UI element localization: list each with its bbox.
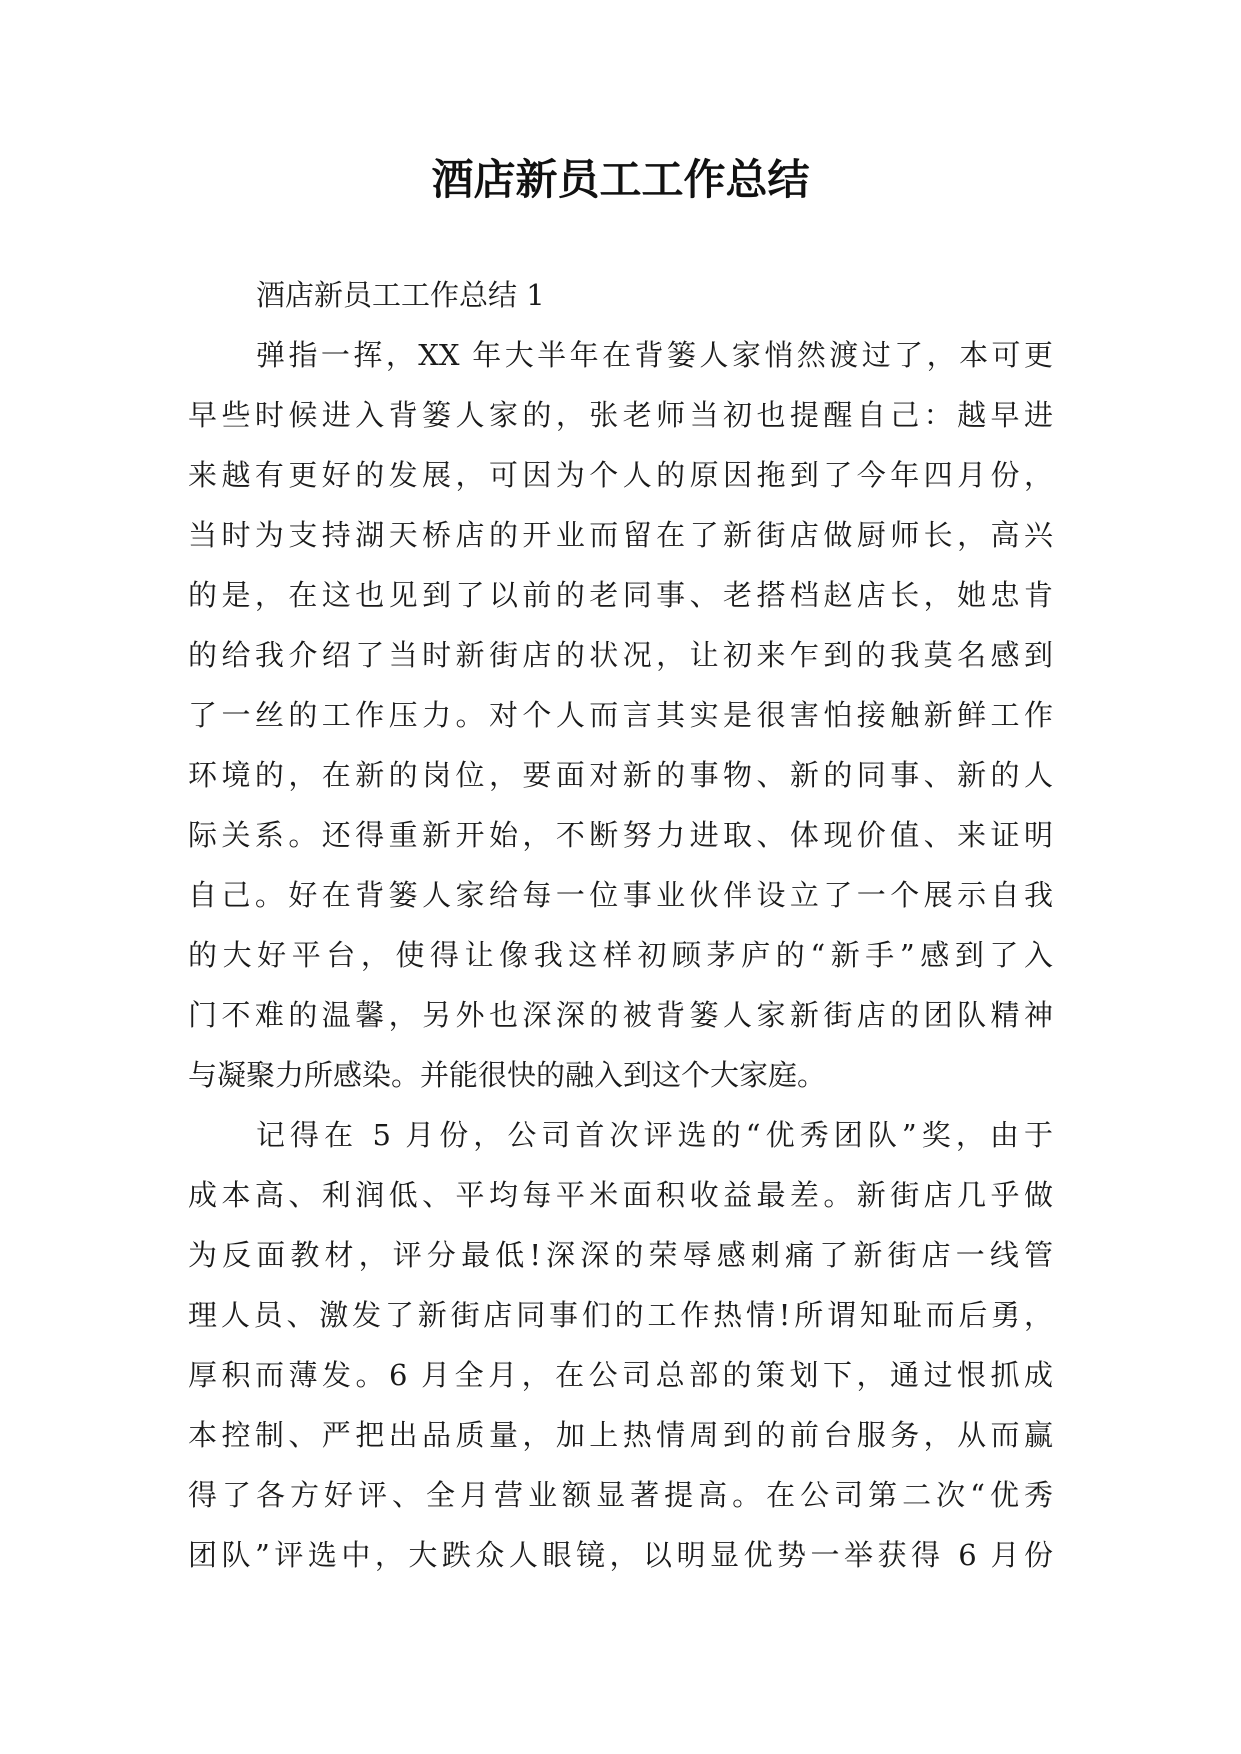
text-line: 与凝聚力所感染。并能很快的融入到这个大家庭。 <box>188 1058 827 1092</box>
text-line: 弹指一挥，XX 年大半年在背篓人家悄然渡过了，本可更 <box>256 338 1053 372</box>
text-line: 环境的，在新的岗位，要面对新的事物、新的同事、新的人 <box>188 758 1053 792</box>
paragraph-2 <box>188 1105 1053 1585</box>
text-line: 为反面教材，评分最低!深深的荣辱感刺痛了新街店一线管 <box>188 1238 1053 1272</box>
text-line: 的是，在这也见到了以前的老同事、老搭档赵店长，她忠肯 <box>188 578 1053 612</box>
text-line: 记得在 5 月份，公司首次评选的“优秀团队”奖，由于 <box>256 1118 1053 1152</box>
text-line: 早些时候进入背篓人家的，张老师当初也提醒自己：越早进 <box>188 398 1053 432</box>
text-line: 来越有更好的发展，可因为个人的原因拖到了今年四月份， <box>188 458 1053 492</box>
text-line: 的给我介绍了当时新街店的状况，让初来乍到的我莫名感到 <box>188 638 1053 672</box>
document-body <box>188 265 1053 1585</box>
text-line: 了一丝的工作压力。对个人而言其实是很害怕接触新鲜工作 <box>188 698 1053 732</box>
paragraph-1 <box>188 325 1053 1105</box>
text-line: 得了各方好评、全月营业额显著提高。在公司第二次“优秀 <box>188 1478 1053 1512</box>
text-line: 本控制、严把出品质量，加上热情周到的前台服务，从而赢 <box>188 1418 1053 1452</box>
text-line: 门不难的温馨，另外也深深的被背篓人家新街店的团队精神 <box>188 998 1053 1032</box>
text-line: 当时为支持湖天桥店的开业而留在了新街店做厨师长，高兴 <box>188 518 1053 552</box>
text-line: 团队”评选中，大跌众人眼镜，以明显优势一举获得 6 月份 <box>188 1538 1053 1572</box>
section-heading: 酒店新员工工作总结 1 <box>256 278 545 312</box>
text-line: 理人员、激发了新街店同事们的工作热情!所谓知耻而后勇， <box>188 1298 1053 1332</box>
document-title: 酒店新员工工作总结 <box>431 155 810 204</box>
text-line: 自己。好在背篓人家给每一位事业伙伴设立了一个展示自我 <box>188 878 1053 912</box>
text-line: 的大好平台，使得让像我这样初顾茅庐的“新手”感到了入 <box>188 938 1053 972</box>
text-line: 际关系。还得重新开始，不断努力进取、体现价值、来证明 <box>188 818 1053 852</box>
text-line: 厚积而薄发。6 月全月，在公司总部的策划下，通过恨抓成 <box>188 1358 1053 1392</box>
text-line: 成本高、利润低、平均每平米面积收益最差。新街店几乎做 <box>188 1178 1053 1212</box>
